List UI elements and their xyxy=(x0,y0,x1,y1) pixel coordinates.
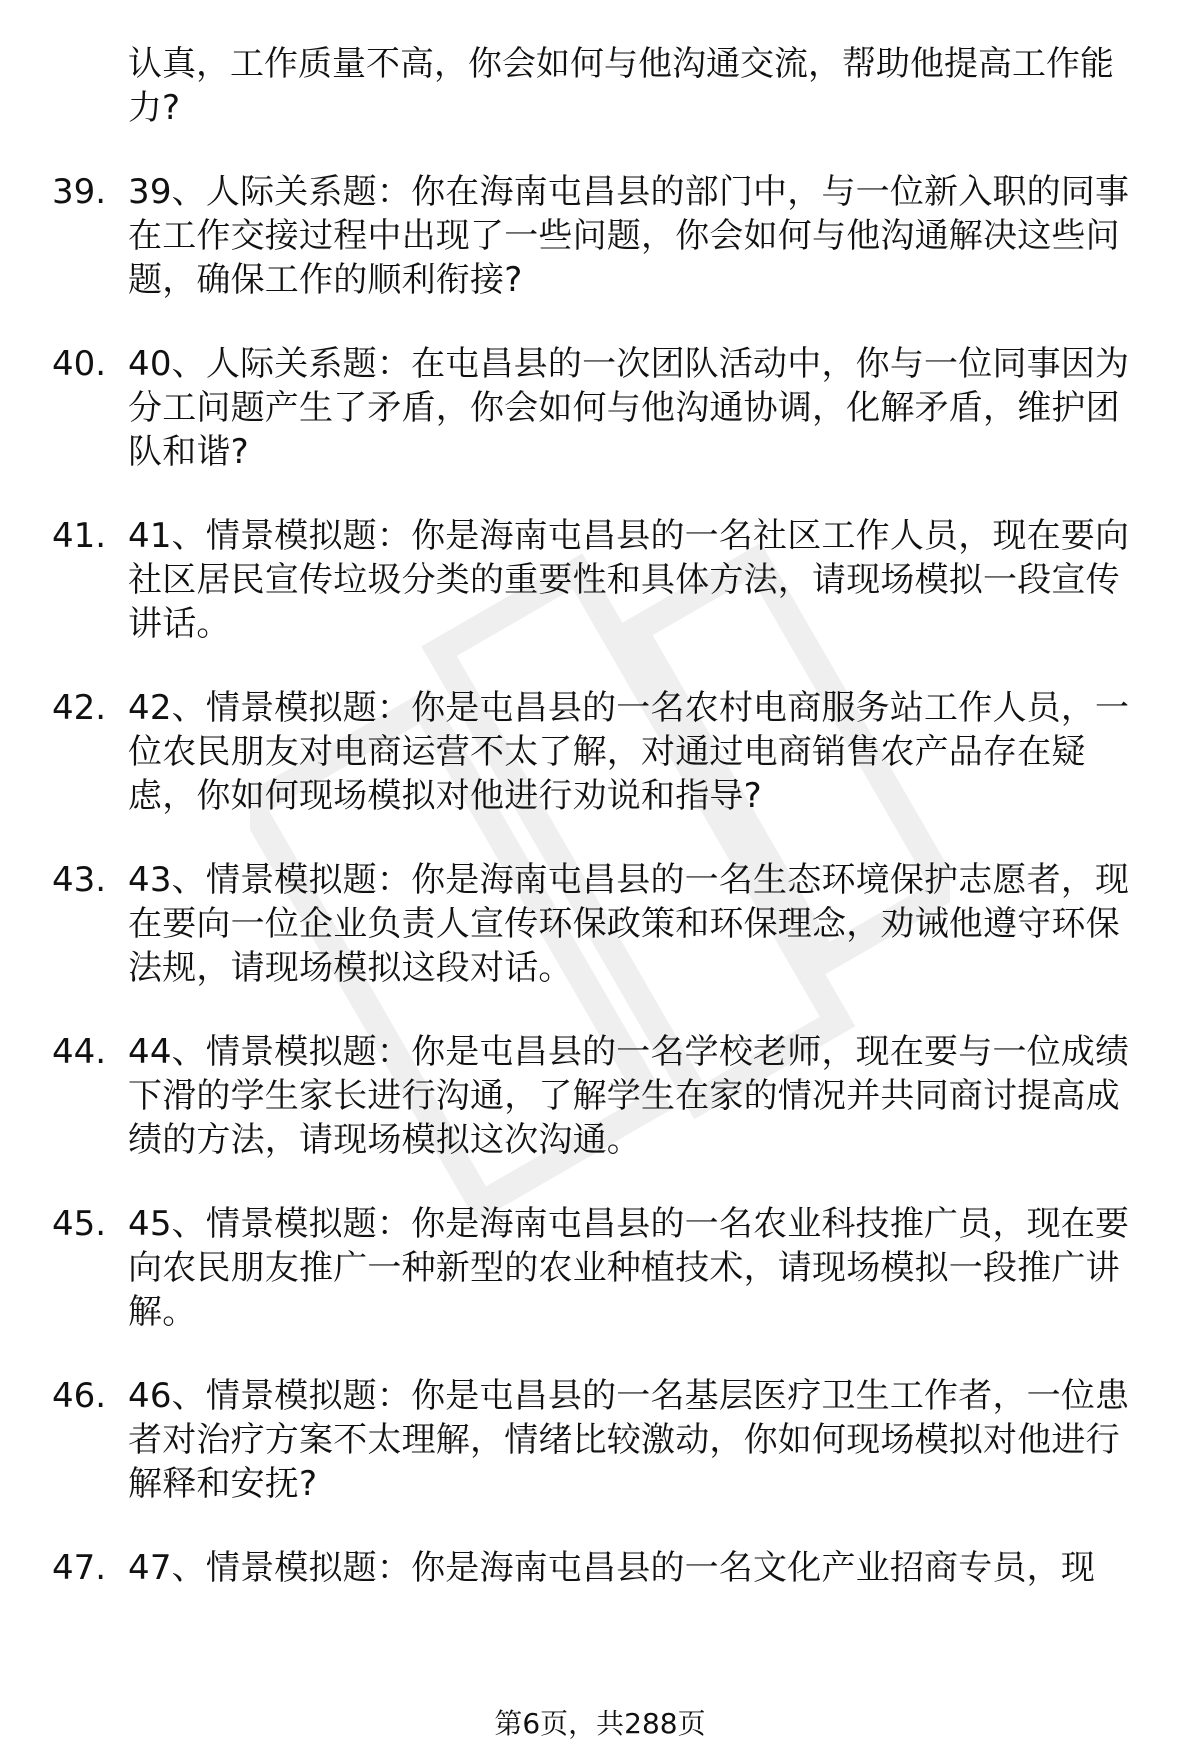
list-item xyxy=(0,1374,1200,1506)
list-item xyxy=(0,342,1200,474)
item-number: 39. xyxy=(52,172,107,212)
item-text: 41、情景模拟题：你是海南屯昌县的一名社区工作人员，现在要向社区居民宣传垃圾分类的重要性和具体方法，请现场模拟一段宣传讲话。 xyxy=(128,516,1130,644)
list-item xyxy=(0,1202,1200,1334)
continued-paragraph: 认真，工作质量不高，你会如何与他沟通交流，帮助他提高工作能力? xyxy=(128,44,1114,128)
list-item xyxy=(0,514,1200,646)
list-item xyxy=(0,170,1200,302)
question-list xyxy=(0,42,1200,1630)
item-text: 42、情景模拟题：你是屯昌县的一名农村电商服务站工作人员，一位农民朋友对电商运营不太了解，对通过电商销售农产品存在疑虑，你如何现场模拟对他进行劝说和指导? xyxy=(128,688,1130,816)
item-text: 39、人际关系题：你在海南屯昌县的部门中，与一位新入职的同事在工作交接过程中出现了一些问题，你会如何与他沟通解决这些问题，确保工作的顺利衔接? xyxy=(128,172,1130,300)
item-number: 44. xyxy=(52,1032,107,1072)
page-footer: 第6页，共288页 xyxy=(494,1707,706,1740)
list-item xyxy=(0,1546,1200,1590)
item-text: 40、人际关系题：在屯昌县的一次团队活动中，你与一位同事因为分工问题产生了矛盾，你会如何与他沟通协调，化解矛盾，维护团队和谐? xyxy=(128,344,1130,472)
item-text: 47、情景模拟题：你是海南屯昌县的一名文化产业招商专员，现 xyxy=(128,1548,1096,1588)
item-text: 46、情景模拟题：你是屯昌县的一名基层医疗卫生工作者，一位患者对治疗方案不太理解，情绪比较激动，你如何现场模拟对他进行解释和安抚? xyxy=(128,1376,1130,1504)
item-text: 44、情景模拟题：你是屯昌县的一名学校老师，现在要与一位成绩下滑的学生家长进行沟通，了解学生在家的情况并共同商讨提高成绩的方法，请现场模拟这次沟通。 xyxy=(128,1032,1130,1160)
item-text: 45、情景模拟题：你是海南屯昌县的一名农业科技推广员，现在要向农民朋友推广一种新型的农业种植技术，请现场模拟一段推广讲解。 xyxy=(128,1204,1130,1332)
item-number: 42. xyxy=(52,688,107,728)
list-item xyxy=(0,858,1200,990)
item-text: 43、情景模拟题：你是海南屯昌县的一名生态环境保护志愿者，现在要向一位企业负责人宣传环保政策和环保理念，劝诫他遵守环保法规，请现场模拟这段对话。 xyxy=(128,860,1130,988)
item-number: 43. xyxy=(52,860,107,900)
item-number: 45. xyxy=(52,1204,107,1244)
item-number: 40. xyxy=(52,344,107,384)
list-item xyxy=(0,1030,1200,1162)
item-number: 46. xyxy=(52,1376,107,1416)
item-number: 47. xyxy=(52,1548,107,1588)
list-item xyxy=(0,686,1200,818)
item-number: 41. xyxy=(52,516,107,556)
